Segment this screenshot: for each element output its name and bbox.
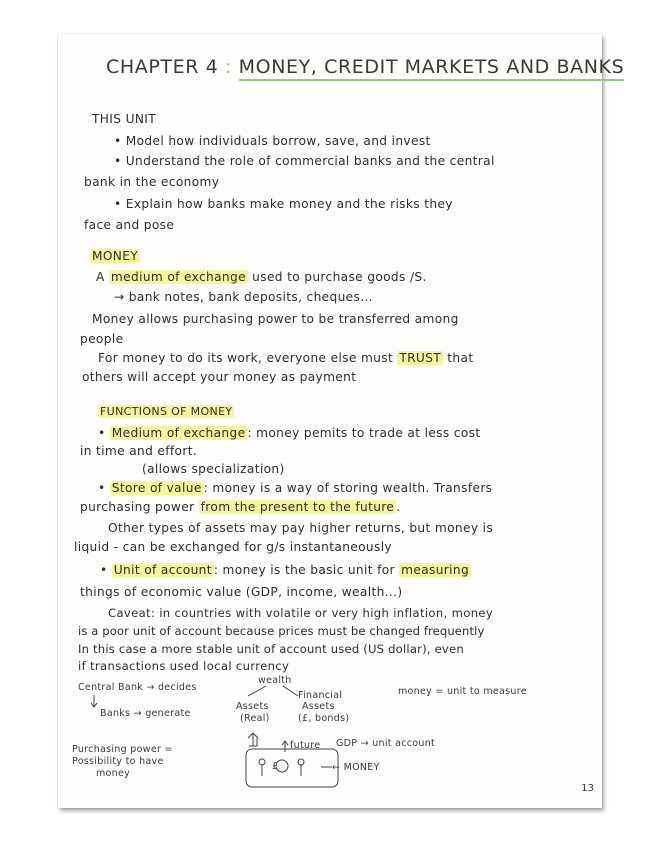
unit-line-2: • Understand the role of commercial banks and the central	[114, 154, 495, 168]
bullet: •	[98, 481, 110, 495]
unit-heading: THIS UNIT	[92, 112, 157, 126]
trust-highlight: TRUST	[399, 351, 442, 365]
sketch-financial: Financial	[298, 690, 343, 701]
sketch-pp-2: Possibility to have	[72, 756, 164, 767]
function-3-text: : money is the basic unit for	[213, 563, 400, 577]
notebook-page	[58, 34, 625, 808]
page-number: 13	[581, 783, 594, 794]
money-line-3: Money allows purchasing power to be transferred among	[92, 312, 459, 326]
money-line-1-highlight: medium of exchange	[110, 270, 246, 284]
caveat-line-4: if transactions used local currency	[78, 659, 290, 673]
sketch-central-bank: Central Bank → decides	[78, 682, 197, 693]
money-heading-highlight: MONEY	[92, 249, 139, 263]
functions-heading-highlight: FUNCTIONS OF MONEY	[100, 405, 233, 418]
money-line-5-b: that	[443, 351, 474, 365]
sketch-real: (Real)	[240, 713, 270, 724]
function-1-line-3: (allows specialization)	[142, 462, 285, 476]
sketch-pp-3: money	[96, 768, 131, 779]
sketch-future: future	[290, 740, 321, 751]
function-3-line-2: things of economic value (GDP, income, wealth...)	[80, 585, 403, 599]
sketch-assets-real: Assets	[236, 701, 269, 712]
function-1-text: : money pemits to trade at less cost	[247, 426, 481, 440]
function-2-line-4: liquid - can be exchanged for g/s instantaneously	[74, 540, 392, 554]
chapter-label: CHAPTER 4	[106, 56, 219, 78]
function-1-line-2: in time and effort.	[80, 444, 198, 458]
unit-line-1: • Model how individuals borrow, save, and invest	[114, 134, 431, 148]
money-line-1-a: A	[96, 270, 109, 284]
money-line-6: others will accept your money as payment	[82, 370, 357, 384]
caveat-line-3: In this case a more stable unit of account used (US dollar), even	[78, 642, 464, 656]
sketch-pp-1: Purchasing power =	[72, 744, 173, 755]
sketch-wealth: wealth	[258, 675, 292, 686]
money-line-5-a: For money to do its work, everyone else must	[98, 351, 398, 365]
bullet: •	[98, 426, 110, 440]
sketch-assets-financial: Assets	[302, 701, 335, 712]
sketch-measure: money = unit to measure	[398, 686, 527, 697]
function-2-line-2-a: purchasing power	[80, 500, 199, 514]
sketch-banks: Banks → generate	[100, 708, 191, 719]
title-separator: :	[225, 56, 233, 78]
store-highlight: Store of value	[111, 481, 202, 495]
function-2-text: : money is a way of storing wealth. Transfers	[203, 481, 493, 495]
function-2-line-2-b: .	[396, 500, 401, 514]
unit-line-4: • Explain how banks make money and the risks they	[114, 197, 453, 211]
chapter-name: MONEY, CREDIT MARKETS AND BANKS	[239, 56, 625, 81]
future-highlight: from the present to the future	[200, 500, 395, 514]
sketch-coin: £	[272, 761, 279, 772]
caveat-line-2: is a poor unit of account because prices must be changed frequently	[78, 624, 485, 638]
medium-highlight: Medium of exchange	[111, 426, 246, 440]
sketch-bonds: (£, bonds)	[298, 713, 350, 724]
function-2-line-3: Other types of assets may pay higher returns, but money is	[108, 521, 494, 535]
sketch-gdp: GDP → unit account	[336, 738, 436, 749]
unit-line-3: bank in the economy	[84, 175, 220, 189]
measuring-highlight: measuring	[401, 563, 470, 577]
money-line-2: → bank notes, bank deposits, cheques...	[114, 290, 373, 304]
money-line-4: people	[80, 332, 124, 346]
unit-line-5: face and pose	[84, 218, 175, 232]
unit-highlight: Unit of account	[113, 563, 212, 577]
caveat-line-1: Caveat: in countries with volatile or very high inflation, money	[108, 606, 494, 620]
money-line-1-b: used to purchase goods /S.	[247, 270, 427, 284]
sketch-money-arrow: ← MONEY	[332, 762, 380, 773]
bullet: •	[100, 563, 112, 577]
